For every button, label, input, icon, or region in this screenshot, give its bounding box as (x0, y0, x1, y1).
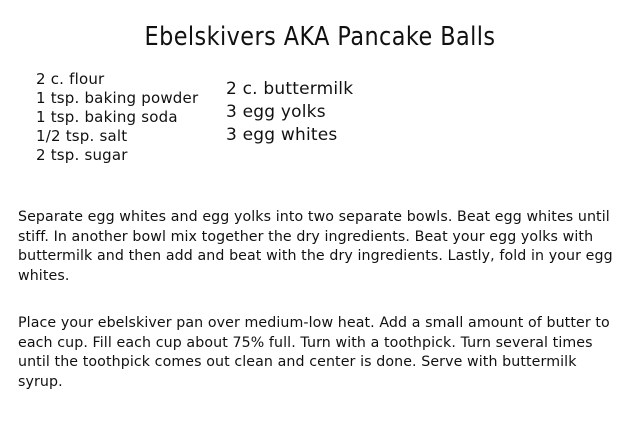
ingredient-list-wet (226, 78, 426, 147)
ingredient-egg-yolks: 3 egg yolks (226, 102, 326, 122)
ingredient-salt: 1/2 tsp. salt (36, 127, 128, 145)
recipe-title: Ebelskivers AKA Pancake Balls (144, 22, 496, 52)
instructions-paragraph-2: Place your ebelskiver pan over medium-low heat. Add a small amount of butter to each cup. Fill each cup about 75% full. Turn with a toothpick. Turn several times until the toothpick comes out clean and center is done. Serve with buttermilk syrup. (18, 315, 610, 390)
ingredient-egg-whites: 3 egg whites (226, 125, 338, 145)
ingredient-list-dry (36, 70, 236, 165)
ingredient-baking-soda: 1 tsp. baking soda (36, 108, 178, 126)
ingredient-baking-powder: 1 tsp. baking powder (36, 89, 199, 107)
ingredient-flour: 2 c. flour (36, 70, 105, 88)
ingredient-sugar: 2 tsp. sugar (36, 146, 128, 164)
ingredient-buttermilk: 2 c. buttermilk (226, 79, 354, 99)
instructions-paragraph-1: Separate egg whites and egg yolks into two separate bowls. Beat egg whites until stiff. In another bowl mix together the dry ingredients. Beat your egg yolks with buttermilk and then add and beat with the dry ingredients. Lastly, fold in your egg whites. (18, 209, 613, 284)
